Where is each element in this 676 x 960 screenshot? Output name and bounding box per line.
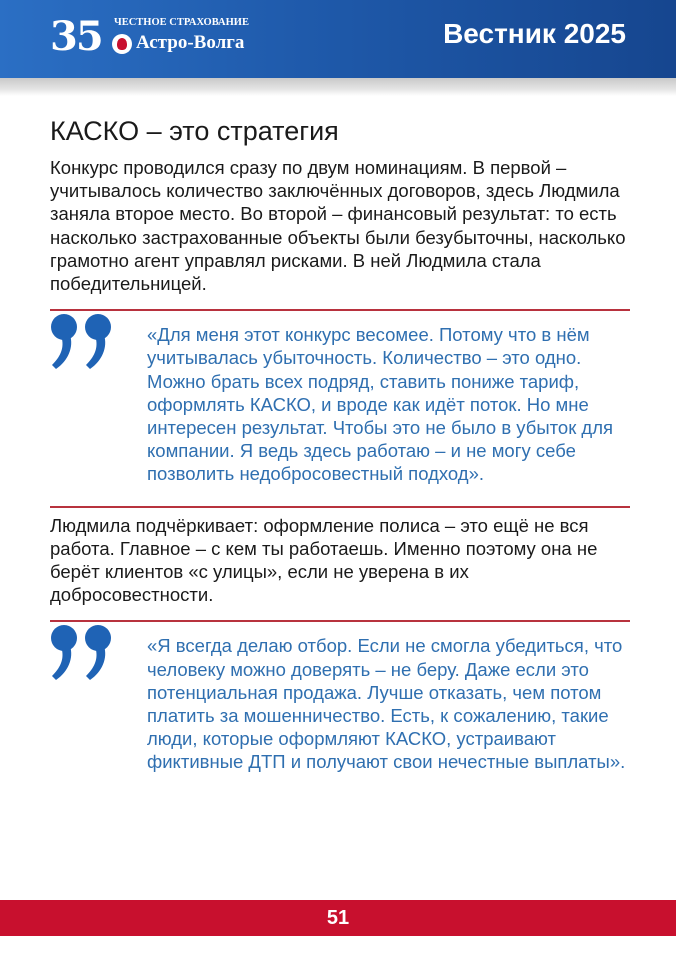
quote-block-1	[50, 309, 630, 507]
page-footer	[0, 900, 676, 936]
logo-anniversary-number: 35	[50, 13, 102, 60]
page-header	[0, 0, 676, 78]
quote-mark-icon	[50, 624, 118, 682]
quote-text-2: «Я всегда делаю отбор. Если не смогла убедиться, что человеку можно доверять – не беру. Даже если это потенциальная продажа. Лучше отказать, чем потом платить за мошенничество. Есть, к сожалению, такие люди, которые оформляют КАСКО, устраивают фиктивные ДТП и получают свои нечестные выплаты».	[147, 635, 626, 773]
header-shadow	[0, 78, 676, 96]
logo-tagline: ЧЕСТНОЕ СТРАХОВАНИЕ	[114, 17, 249, 28]
logo-company-name: Астро-Волга	[136, 32, 245, 53]
section-title: КАСКО – это стратегия	[50, 116, 339, 146]
publication-title: Вестник 2025	[443, 18, 626, 49]
article-paragraph-1: Конкурс проводился сразу по двум номинациям. В первой – учитывалось количество заключённых договоров, здесь Людмила заняла второе место. Во второй – финансовый результат: то есть насколько застрахованные объекты были безубыточны, насколько грамотно агент управлял рисками. В ней Людмила стала победительницей.	[50, 157, 626, 295]
quote-mark-icon	[50, 313, 118, 371]
page-number: 51	[326, 907, 350, 929]
article-content	[50, 112, 630, 774]
quote-text-1: «Для меня этот конкурс весомее. Потому что в нём учитывалась убыточность. Количество – это одно. Можно брать всех подряд, ставить пониже тариф, оформлять КАСКО, и вроде как идёт поток. Но мне интересен результат. Чтобы это не было в убыток для компании. Я ведь здесь работаю – и не могу себе позволить недобросовестный подход».	[147, 324, 614, 485]
company-logo	[50, 14, 270, 62]
logo-emblem-icon	[112, 34, 132, 54]
article-paragraph-2: Людмила подчёркивает: оформление полиса – это ещё не вся работа. Главное – с кем ты работаешь. Именно поэтому она не берёт клиентов «с улицы», если не уверена в их добросовестности.	[50, 514, 598, 606]
quote-block-2	[50, 620, 630, 773]
